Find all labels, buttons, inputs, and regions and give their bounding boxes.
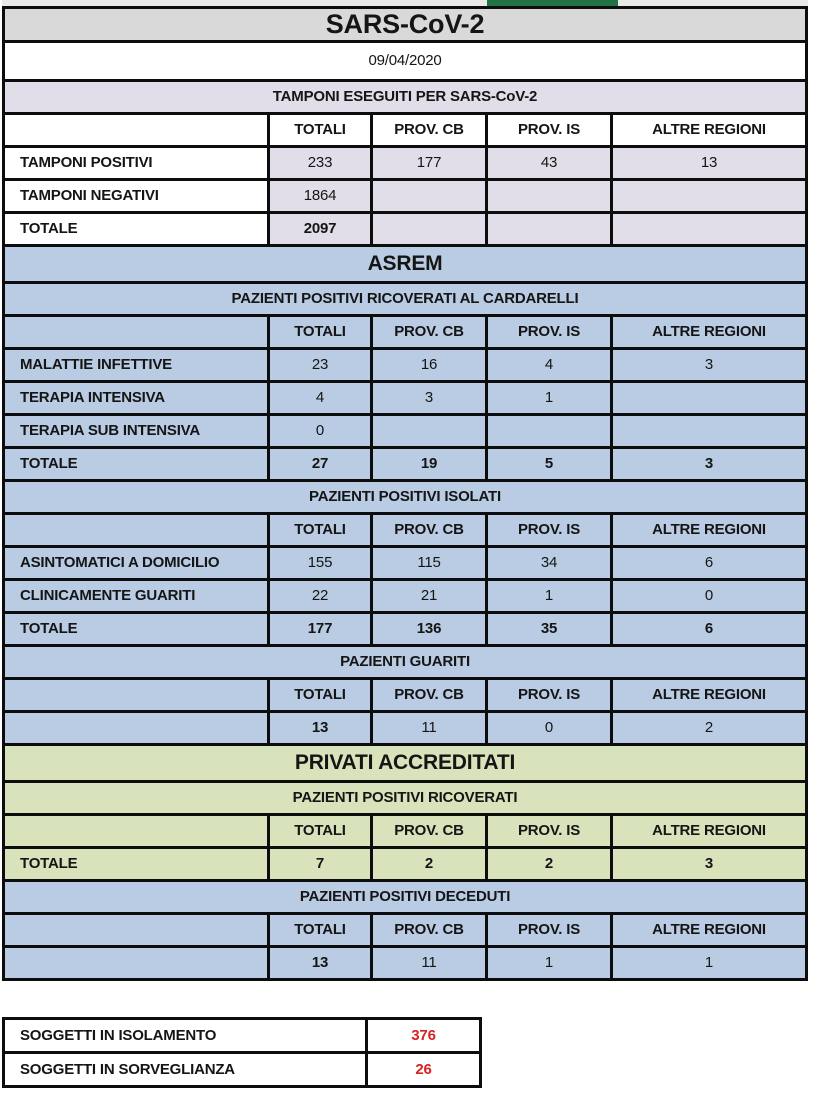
subsection-title-isolati: PAZIENTI POSITIVI ISOLATI <box>5 482 805 512</box>
column-header-totali: TOTALI <box>270 915 370 945</box>
cell-value: 27 <box>270 449 370 479</box>
cell-value: 1 <box>488 383 610 413</box>
cell-value: 155 <box>270 548 370 578</box>
column-header-prov-cb: PROV. CB <box>373 317 485 347</box>
row-label: TOTALE <box>5 849 267 879</box>
cell-value: 35 <box>488 614 610 644</box>
column-header-prov-cb: PROV. CB <box>373 115 485 145</box>
cell-value: 21 <box>373 581 485 611</box>
subsection-title-privati-ricoverati: PAZIENTI POSITIVI RICOVERATI <box>5 783 805 813</box>
table-row-asintomatici <box>5 548 805 578</box>
table-row-terapia-sub-intensiva <box>5 416 805 446</box>
cell-value <box>373 181 485 211</box>
row-label: TAMPONI POSITIVI <box>5 148 267 178</box>
main-table <box>2 6 808 981</box>
row-label: TOTALE <box>5 214 267 244</box>
header-row-tamponi <box>5 115 805 145</box>
row-label: CLINICAMENTE GUARITI <box>5 581 267 611</box>
empty-cell <box>5 317 267 347</box>
column-header-totali: TOTALI <box>270 515 370 545</box>
cell-value: 2097 <box>270 214 370 244</box>
cell-value: 34 <box>488 548 610 578</box>
section-title-asrem: ASREM <box>5 247 805 281</box>
header-row-guariti <box>5 680 805 710</box>
column-header-prov-is: PROV. IS <box>488 816 610 846</box>
cell-value: 5 <box>488 449 610 479</box>
row-label: TERAPIA INTENSIVA <box>5 383 267 413</box>
top-strip <box>2 0 808 6</box>
row-label: SOGGETTI IN ISOLAMENTO <box>5 1020 365 1051</box>
cell-value: 177 <box>270 614 370 644</box>
cell-value: 0 <box>488 713 610 743</box>
column-header-totali: TOTALI <box>270 680 370 710</box>
column-header-altre-regioni: ALTRE REGIONI <box>613 515 805 545</box>
column-header-prov-is: PROV. IS <box>488 115 610 145</box>
table-row-cardarelli-totale <box>5 449 805 479</box>
footer-table <box>2 1017 482 1088</box>
cell-value: 4 <box>270 383 370 413</box>
cell-value <box>488 181 610 211</box>
cell-value: 1 <box>488 948 610 978</box>
cell-value: 7 <box>270 849 370 879</box>
table-row-tamponi-negativi <box>5 181 805 211</box>
table-row-sorveglianza <box>5 1054 479 1085</box>
cell-value <box>613 383 805 413</box>
row-label <box>5 713 267 743</box>
table-row-tamponi-totale <box>5 214 805 244</box>
cell-value: 23 <box>270 350 370 380</box>
cell-value: 2 <box>373 849 485 879</box>
row-label: SOGGETTI IN SORVEGLIANZA <box>5 1054 365 1085</box>
cell-value: 233 <box>270 148 370 178</box>
column-header-altre-regioni: ALTRE REGIONI <box>613 915 805 945</box>
cell-value: 115 <box>373 548 485 578</box>
table-row-guariti-values <box>5 713 805 743</box>
cell-value: 1 <box>613 948 805 978</box>
cell-value: 3 <box>373 383 485 413</box>
table-row-privati-totale <box>5 849 805 879</box>
empty-cell <box>5 515 267 545</box>
report-date: 09/04/2020 <box>5 43 805 79</box>
sheet-tab-indicator <box>487 0 618 6</box>
header-row-isolati <box>5 515 805 545</box>
row-label: TAMPONI NEGATIVI <box>5 181 267 211</box>
page-title: SARS-CoV-2 <box>5 9 805 40</box>
header-row-privati <box>5 816 805 846</box>
cell-value: 1864 <box>270 181 370 211</box>
cell-value <box>373 214 485 244</box>
empty-cell <box>5 915 267 945</box>
cell-value: 3 <box>613 449 805 479</box>
cell-value: 2 <box>613 713 805 743</box>
subsection-title-deceduti: PAZIENTI POSITIVI DECEDUTI <box>5 882 805 912</box>
section-title-tamponi: TAMPONI ESEGUITI PER SARS-CoV-2 <box>5 82 805 112</box>
table-row-terapia-intensiva <box>5 383 805 413</box>
cell-value: 11 <box>373 713 485 743</box>
cell-value: 3 <box>613 350 805 380</box>
header-row-cardarelli <box>5 317 805 347</box>
column-header-prov-cb: PROV. CB <box>373 680 485 710</box>
cell-value <box>373 416 485 446</box>
cell-value: 43 <box>488 148 610 178</box>
column-header-prov-cb: PROV. CB <box>373 816 485 846</box>
table-row-clinicamente-guariti <box>5 581 805 611</box>
row-label: TERAPIA SUB INTENSIVA <box>5 416 267 446</box>
table-row-malattie-infettive <box>5 350 805 380</box>
column-header-totali: TOTALI <box>270 115 370 145</box>
cell-value: 6 <box>613 614 805 644</box>
column-header-prov-is: PROV. IS <box>488 680 610 710</box>
cell-value <box>488 214 610 244</box>
column-header-altre-regioni: ALTRE REGIONI <box>613 816 805 846</box>
cell-value: 13 <box>270 713 370 743</box>
column-header-altre-regioni: ALTRE REGIONI <box>613 115 805 145</box>
row-label: MALATTIE INFETTIVE <box>5 350 267 380</box>
cell-value <box>613 214 805 244</box>
cell-value: 0 <box>613 581 805 611</box>
column-header-prov-cb: PROV. CB <box>373 515 485 545</box>
column-header-totali: TOTALI <box>270 317 370 347</box>
column-header-prov-is: PROV. IS <box>488 317 610 347</box>
empty-cell <box>5 115 267 145</box>
cell-value: 4 <box>488 350 610 380</box>
table-row-deceduti-values <box>5 948 805 978</box>
table-row-isolamento <box>5 1020 479 1051</box>
cell-value: 136 <box>373 614 485 644</box>
cell-value: 0 <box>270 416 370 446</box>
cell-value: 13 <box>270 948 370 978</box>
row-label <box>5 948 267 978</box>
cell-value: 177 <box>373 148 485 178</box>
subsection-title-guariti: PAZIENTI GUARITI <box>5 647 805 677</box>
row-label: TOTALE <box>5 449 267 479</box>
table-row-isolati-totale <box>5 614 805 644</box>
header-row-deceduti <box>5 915 805 945</box>
column-header-prov-is: PROV. IS <box>488 915 610 945</box>
cell-value: 26 <box>368 1054 479 1085</box>
cell-value: 376 <box>368 1020 479 1051</box>
cell-value <box>613 181 805 211</box>
table-row-tamponi-positivi <box>5 148 805 178</box>
cell-value: 2 <box>488 849 610 879</box>
cell-value <box>613 416 805 446</box>
cell-value: 11 <box>373 948 485 978</box>
column-header-totali: TOTALI <box>270 816 370 846</box>
column-header-prov-cb: PROV. CB <box>373 915 485 945</box>
subsection-title-cardarelli: PAZIENTI POSITIVI RICOVERATI AL CARDARELLI <box>5 284 805 314</box>
cell-value <box>488 416 610 446</box>
column-header-altre-regioni: ALTRE REGIONI <box>613 317 805 347</box>
cell-value: 6 <box>613 548 805 578</box>
column-header-prov-is: PROV. IS <box>488 515 610 545</box>
column-header-altre-regioni: ALTRE REGIONI <box>613 680 805 710</box>
row-label: ASINTOMATICI A DOMICILIO <box>5 548 267 578</box>
empty-cell <box>5 680 267 710</box>
cell-value: 3 <box>613 849 805 879</box>
cell-value: 19 <box>373 449 485 479</box>
row-label: TOTALE <box>5 614 267 644</box>
cell-value: 1 <box>488 581 610 611</box>
section-title-privati: PRIVATI ACCREDITATI <box>5 746 805 780</box>
empty-cell <box>5 816 267 846</box>
cell-value: 16 <box>373 350 485 380</box>
cell-value: 22 <box>270 581 370 611</box>
cell-value: 13 <box>613 148 805 178</box>
